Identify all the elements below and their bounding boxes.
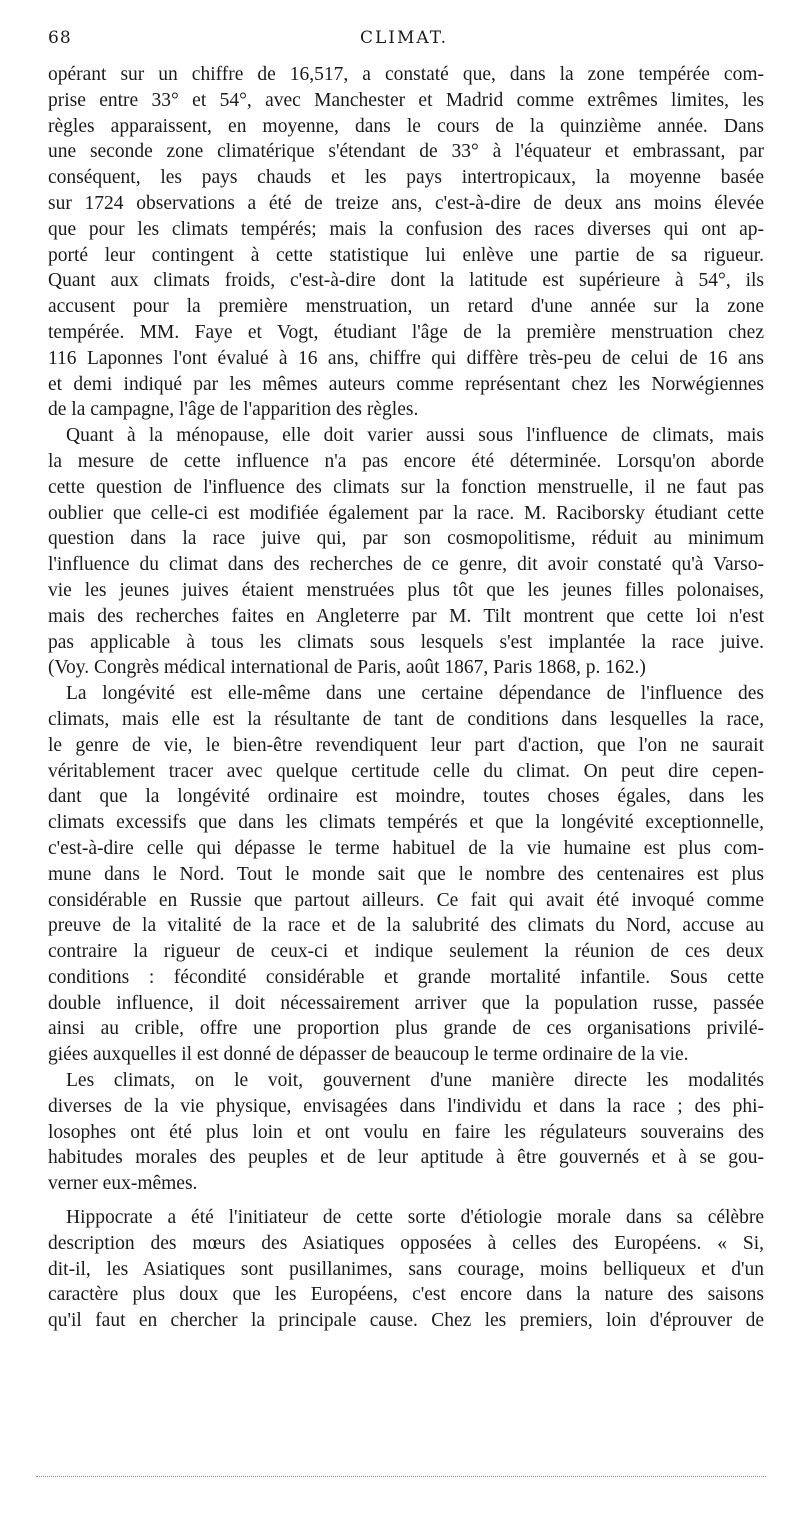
- body-text: [48, 62, 764, 1334]
- text-line: la mesure de cette influence n'a pas encore été déterminée. Lorsqu'on aborde: [48, 450, 764, 472]
- paragraph-gap: [48, 1197, 764, 1205]
- paragraph: [48, 681, 764, 1068]
- text-line: climats, mais elle est la résultante de tant de conditions dans lesquelles la race,: [48, 708, 764, 730]
- text-line: verner eux-mêmes.: [48, 1173, 198, 1195]
- text-line: habitudes morales des peuples et de leur aptitude à être gouvernés et à se gou-: [48, 1147, 764, 1169]
- text-line: dant que la longévité ordinaire est moindre, toutes choses égales, dans les: [48, 786, 764, 808]
- text-line: preuve de la vitalité de la race et de la salubrité des climats du Nord, accuse au: [48, 915, 764, 937]
- text-line: mais des recherches faites en Angleterre par M. Tilt montrent que cette loi n'est: [48, 605, 764, 627]
- page-number: 68: [48, 28, 72, 48]
- text-line: véritablement tracer avec quelque certitude celle du climat. On peut dire cepen-: [48, 760, 764, 782]
- text-line: caractère plus doux que les Européens, c'est encore dans la nature des saisons: [48, 1284, 764, 1306]
- page-header: [48, 28, 760, 58]
- paragraph: [48, 62, 764, 423]
- text-line: giées auxquelles il est donné de dépasser de beaucoup le terme ordinaire de la vie.: [48, 1044, 689, 1066]
- paragraph: [48, 423, 764, 681]
- text-line: que pour les climats tempérés; mais la confusion des races diverses qui ont ap-: [48, 218, 764, 240]
- text-line: conditions : fécondité considérable et grande mortalité infantile. Sous cette: [48, 966, 764, 988]
- text-line: cette question de l'influence des climats sur la fonction menstruelle, il ne faut pas: [48, 476, 764, 498]
- text-line: 116 Laponnes l'ont évalué à 16 ans, chiffre qui diffère très-peu de celui de 16 ans: [48, 347, 764, 369]
- text-line: considérable en Russie que partout ailleurs. Ce fait qui avait été invoqué comme: [48, 889, 764, 911]
- text-line: sur 1724 observations a été de treize ans, c'est-à-dire de deux ans moins élevée: [48, 192, 764, 214]
- running-title: CLIMAT.: [359, 28, 448, 48]
- text-line: ainsi au crible, offre une proportion plus grande de ces organisations privilé-: [48, 1018, 764, 1040]
- text-line: mune dans le Nord. Tout le monde sait que le nombre des centenaires est plus: [48, 863, 764, 885]
- text-line: Quant à la ménopause, elle doit varier aussi sous l'influence de climats, mais: [66, 425, 764, 447]
- text-line: l'influence du climat dans des recherches de ce genre, dit avoir constaté qu'à Varso-: [48, 554, 764, 576]
- text-line: Les climats, on le voit, gouvernent d'une manière directe les modalités: [66, 1070, 764, 1092]
- text-line: oublier que celle-ci est modifiée également par la race. M. Raciborsky étudiant cette: [48, 502, 764, 524]
- text-line: diverses de la vie physique, envisagées dans l'individu et dans la race ; des phi-: [48, 1095, 764, 1117]
- text-line: dit-il, les Asiatiques sont pusillanimes, sans courage, moins belliqueux et d'un: [48, 1258, 764, 1280]
- text-line: opérant sur un chiffre de 16,517, a constaté que, dans la zone tempérée com-: [48, 64, 764, 85]
- text-line: climats excessifs que dans les climats tempérés et que la longévité exceptionnelle,: [48, 812, 764, 834]
- text-line: et demi indiqué par les mêmes auteurs comme représentant chez les Norwégiennes: [48, 373, 764, 395]
- text-line: qu'il faut en chercher la principale cause. Chez les premiers, loin d'éprouver de: [48, 1310, 764, 1332]
- text-line: Quant aux climats froids, c'est-à-dire dont la latitude est supérieure à 54°, ils: [48, 270, 764, 292]
- text-line: prise entre 33° et 54°, avec Manchester et Madrid comme extrêmes limites, les: [48, 89, 764, 111]
- text-line: tempérée. MM. Faye et Vogt, étudiant l'âge de la première menstruation chez: [48, 321, 764, 343]
- paragraph: [48, 1068, 764, 1197]
- text-line: question dans la race juive qui, par son cosmopolitisme, réduit au minimum: [48, 528, 764, 550]
- text-line: vie les jeunes juives étaient menstruées plus tôt que les jeunes filles polonaises,: [48, 579, 764, 601]
- footer-rule: [36, 1476, 766, 1477]
- paragraph: [48, 1205, 764, 1334]
- text-line: le genre de vie, le bien-être revendiquent leur part d'action, que l'on ne saurait: [48, 734, 764, 756]
- text-line: de la campagne, l'âge de l'apparition des règles.: [48, 399, 419, 421]
- text-line: (Voy. Congrès médical international de Paris, août 1867, Paris 1868, p. 162.): [48, 657, 646, 679]
- text-line: une seconde zone climatérique s'étendant de 33° à l'équateur et embrassant, par: [48, 141, 764, 163]
- text-line: contraire la rigueur de ceux-ci et indique seulement la réunion de ces deux: [48, 941, 764, 963]
- text-line: pas applicable à tous les climats sous lesquels s'est implantée la race juive.: [48, 631, 764, 653]
- text-line: porté leur contingent à cette statistique lui enlève une partie de sa rigueur.: [48, 244, 764, 266]
- text-line: c'est-à-dire celle qui dépasse le terme habituel de la vie humaine est plus com-: [48, 837, 764, 859]
- text-line: conséquent, les pays chauds et les pays intertropicaux, la moyenne basée: [48, 167, 764, 189]
- text-line: accusent pour la première menstruation, un retard d'une année sur la zone: [48, 296, 764, 318]
- text-line: Hippocrate a été l'initiateur de cette sorte d'étiologie morale dans sa célèbre: [66, 1207, 764, 1229]
- text-line: double influence, il doit nécessairement arriver que la population russe, passée: [48, 992, 764, 1014]
- text-line: règles apparaissent, en moyenne, dans le cours de la quinzième année. Dans: [48, 115, 764, 137]
- text-line: La longévité est elle-même dans une certaine dépendance de l'influence des: [66, 683, 764, 705]
- text-line: losophes ont été plus loin et ont voulu en faire les régulateurs souverains des: [48, 1121, 764, 1143]
- text-line: description des mœurs des Asiatiques opposées à celles des Européens. « Si,: [48, 1232, 764, 1254]
